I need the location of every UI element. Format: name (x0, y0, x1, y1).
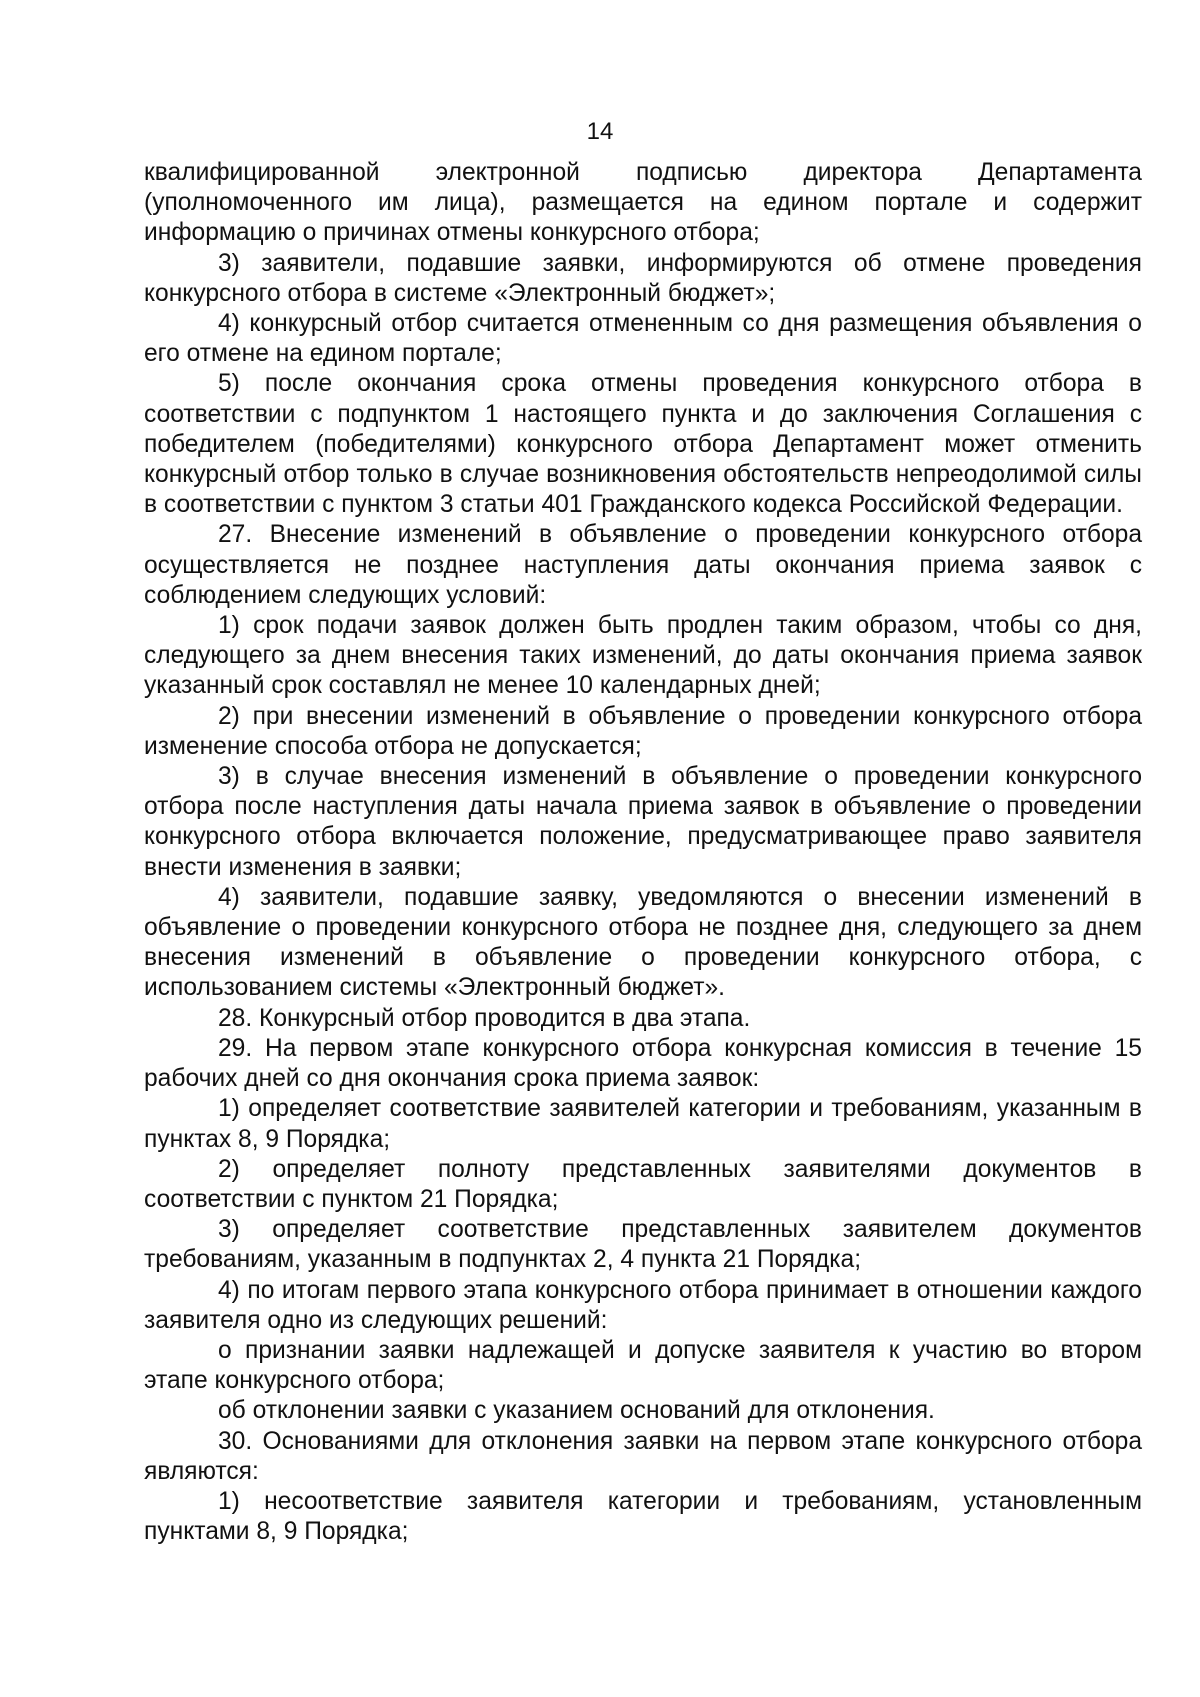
paragraph-clause-27-item-1: 1) срок подачи заявок должен быть продлен таким образом, чтобы со дня, следующего за днем внесения таких изменений, до даты окончания приема заявок указанный срок составлял не менее 10 календарных дней; (144, 612, 1142, 700)
paragraph-clause-27: 27. Внесение изменений в объявление о проведении конкурсного отбора осуществляется не позднее наступления даты окончания приема заявок с соблюдением следующих условий: (144, 521, 1142, 609)
paragraph-clause-30: 30. Основаниями для отклонения заявки на первом этапе конкурсного отбора являются: (144, 1427, 1142, 1485)
paragraph-subitem-4: 4) конкурсный отбор считается отмененным со дня размещения объявления о его отмене на едином портале; (144, 310, 1142, 368)
paragraph-clause-27-item-2: 2) при внесении изменений в объявление о проведении конкурсного отбора изменение способа отбора не допускается; (144, 702, 1142, 760)
paragraph-subitem-5: 5) после окончания срока отмены проведения конкурсного отбора в соответствии с подпунктом 1 настоящего пункта и до заключения Соглашения с победителем (победителями) конкурсного отбора Департамент может отменить конкурсный отбор только в случае возникновения обстоятельств непреодолимой силы в соответствии с пунктом 3 статьи 401 Гражданского кодекса Российской Федерации. (144, 370, 1142, 519)
paragraph-decision-reject: об отклонении заявки с указанием оснований для отклонения. (218, 1397, 935, 1425)
document-body (144, 158, 1142, 1547)
paragraph-clause-30-item-1: 1) несоответствие заявителя категории и требованиям, установленным пунктами 8, 9 Порядка; (144, 1487, 1142, 1546)
paragraph-decision-admit: о признании заявки надлежащей и допуске заявителя к участию во втором этапе конкурсного отбора; (144, 1336, 1142, 1395)
paragraph-clause-27-item-4: 4) заявители, подавшие заявку, уведомляются о внесении изменений в объявление о проведении конкурсного отбора не позднее дня, следующего за днем внесения изменений в объявление о проведении конкурсного отбора, с использованием системы «Электронный бюджет». (144, 883, 1142, 1002)
paragraph-clause-29-item-2: 2) определяет полноту представленных заявителями документов в соответствии с пунктом 21 Порядка; (144, 1155, 1142, 1213)
paragraph-clause-29-item-3: 3) определяет соответствие представленных заявителем документов требованиям, указанным в подпунктах 2, 4 пункта 21 Порядка; (144, 1216, 1142, 1274)
paragraph-clause-29-item-1: 1) определяет соответствие заявителей категории и требованиям, указанным в пунктах 8, 9 Порядка; (144, 1095, 1142, 1153)
paragraph-subitem-3: 3) заявители, подавшие заявки, информируются об отмене проведения конкурсного отбора в системе «Электронный бюджет»; (144, 249, 1142, 307)
paragraph-continuation: квалифицированной электронной подписью директора Департамента (уполномоченного им лица), размещается на едином портале и содержит информацию о причинах отмены конкурсного отбора; (144, 159, 1142, 247)
paragraph-clause-29: 29. На первом этапе конкурсного отбора конкурсная комиссия в течение 15 рабочих дней со дня окончания срока приема заявок: (144, 1034, 1142, 1093)
paragraph-clause-27-item-3: 3) в случае внесения изменений в объявление о проведении конкурсного отбора после наступления даты начала приема заявок в объявление о проведении конкурсного отбора включается положение, предусматривающее право заявителя внести изменения в заявки; (144, 763, 1142, 881)
paragraph-clause-28: 28. Конкурсный отбор проводится в два этапа. (218, 1004, 751, 1032)
page-number: 14 (586, 118, 614, 145)
paragraph-clause-29-item-4: 4) по итогам первого этапа конкурсного отбора принимает в отношении каждого заявителя одно из следующих решений: (144, 1276, 1142, 1334)
